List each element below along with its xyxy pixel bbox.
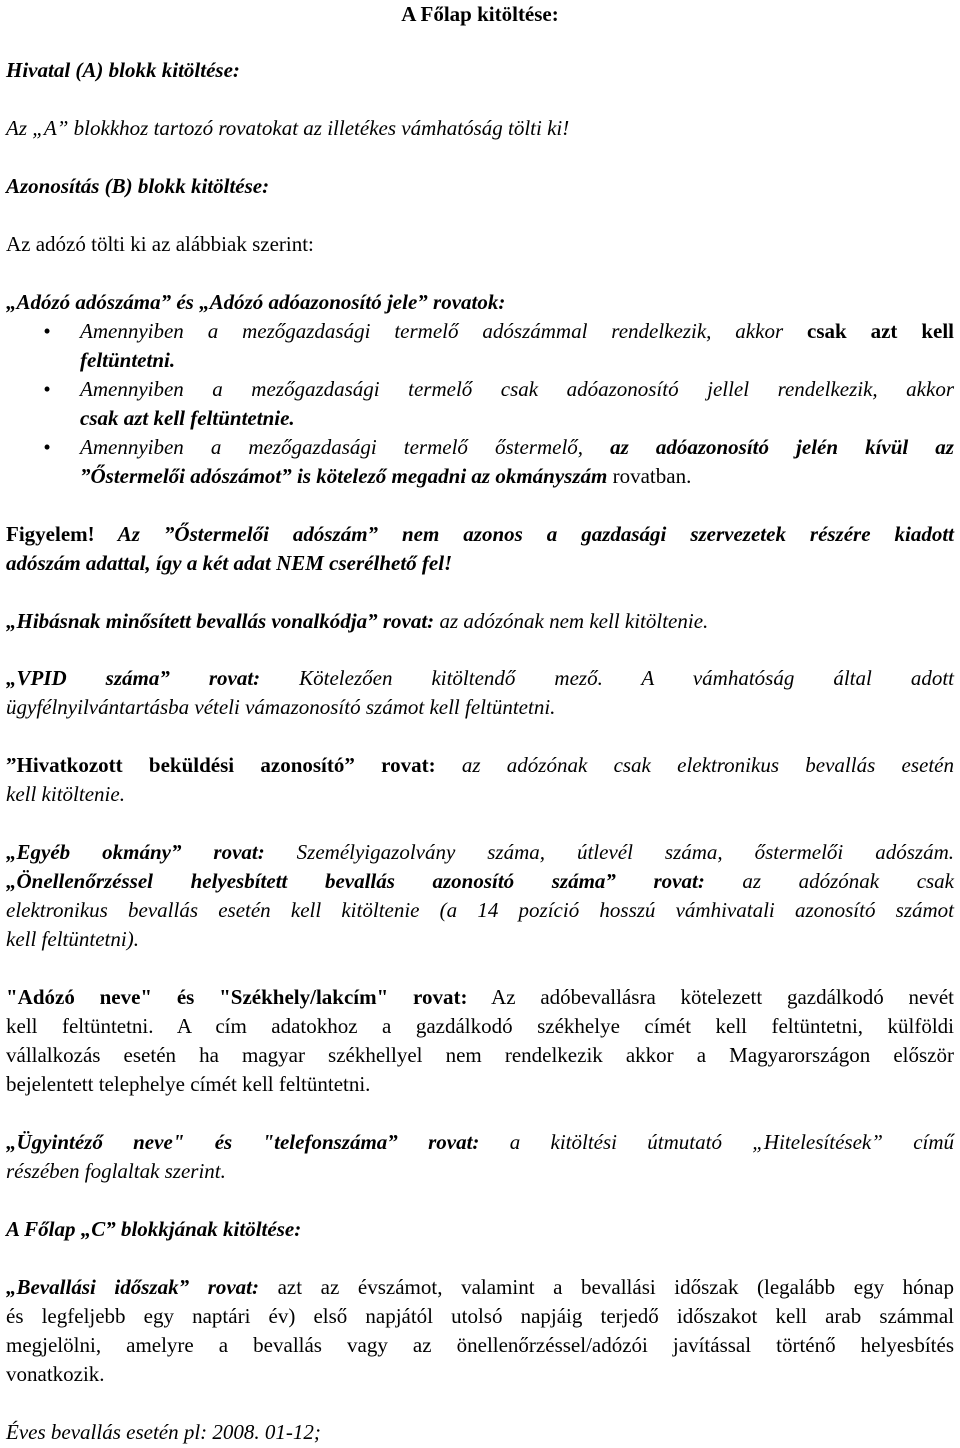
page-title: A Főlap kitöltése: — [401, 2, 559, 26]
vpid-line-1 — [6, 664, 954, 693]
onellenorzes-line-2: elektronikus bevallás esetén kell kitöltenie (a 14 pozíció hosszú vámhivatali azonosító számot — [6, 898, 954, 922]
bullet-1-line-2: feltüntetni. — [80, 348, 176, 372]
azonositas-intro: Az adózó tölti ki az alábbiak szerint: — [6, 232, 314, 256]
bullet-1-text: Amennyiben a mezőgazdasági termelő adószámmal rendelkezik, akkor — [80, 319, 808, 343]
hivatal-text: Az „A” blokkhoz tartozó rovatokat az illetékes vámhatóság tölti ki! — [6, 116, 570, 140]
bullet-icon: • — [43, 435, 51, 459]
adozo-neve-line-4: bejelentett telephelye címét kell feltüntetni. — [6, 1072, 371, 1096]
bevallasi-label: „Bevallási időszak” rovat: — [6, 1275, 260, 1299]
vpid-text: Kötelezően kitöltendő mező. A vámhatóság által adott — [260, 666, 954, 690]
figyelem-line-1 — [6, 520, 954, 549]
onellenorzes-line-3: kell feltüntetni). — [6, 927, 139, 951]
bullet-1-line-1 — [80, 317, 954, 346]
egyeb-label: „Egyéb okmány” rovat: — [6, 840, 265, 864]
bullet-3-line-2 — [80, 462, 954, 491]
adozo-neve-line-1 — [6, 983, 954, 1012]
adozo-neve-text: Az adóbevallásra kötelezett gazdálkodó nevét — [467, 985, 954, 1009]
hibasnak-label: „Hibásnak minősített bevallás vonalkódja” rovat: — [6, 609, 435, 633]
egyeb-text: Személyigazolvány száma, útlevél száma, őstermelői adószám. — [264, 840, 954, 864]
adozo-neve-label: "Adózó neve" és "Székhely/lakcím" rovat: — [6, 985, 468, 1009]
vpid-line-2: ügyfélnyilvántartásba vételi vámazonosító számot kell feltüntetni. — [6, 695, 556, 719]
ugyintezo-label: „Ügyintéző neve" és "telefonszáma” rovat: — [6, 1130, 480, 1154]
bullet-1-emphasis: csak azt kell — [807, 319, 954, 343]
figyelem-label: Figyelem! — [6, 522, 95, 546]
adozo-neve-line-3: vállalkozás esetén ha magyar székhellyel nem rendelkezik akkor a Magyarországon először — [6, 1043, 954, 1067]
bevallasi-line-4: vonatkozik. — [6, 1362, 105, 1386]
onellenorzes-label: „Önellenőrzéssel helyesbített bevallás azonosító száma” rovat: — [6, 869, 705, 893]
hivatkozott-line-2: kell kitöltenie. — [6, 782, 125, 806]
bullet-3-emphasis-2: ”Őstermelői adószámot” is kötelező megadni az okmányszám — [80, 464, 608, 488]
bullet-3-tail: rovatban. — [607, 464, 692, 488]
c-blokk-heading: A Főlap „C” blokkjának kitöltése: — [6, 1217, 302, 1241]
hivatkozott-text: az adózónak csak elektronikus bevallás esetén — [435, 753, 954, 777]
adozo-neve-line-2: kell feltüntetni. A cím adatokhoz a gazdálkodó székhelye címét kell feltüntetni, külföldi — [6, 1014, 954, 1038]
bevallasi-line-1 — [6, 1273, 954, 1302]
example-text: Éves bevallás esetén pl: 2008. 01-12; — [6, 1420, 321, 1444]
vpid-label: „VPID száma” rovat: — [6, 666, 261, 690]
onellenorzes-text: az adózónak csak — [704, 869, 955, 893]
bevallasi-text: azt az évszámot, valamint a bevallási időszak (legalább egy hónap — [259, 1275, 954, 1299]
ugyintezo-line-2: részében foglaltak szerint. — [6, 1159, 226, 1183]
onellenorzes-line-1 — [6, 867, 954, 896]
bevallasi-line-2: és legfeljebb egy naptári év) első napjától utolsó napjáig terjedő időszakot kell arab számmal — [6, 1304, 954, 1328]
ugyintezo-text: a kitöltési útmutató „Hitelesítések” című — [479, 1130, 955, 1154]
bullet-3-text: Amennyiben a mezőgazdasági termelő őstermelő, — [80, 435, 611, 459]
bullet-icon: • — [43, 319, 51, 343]
bullet-2-line-1: Amennyiben a mezőgazdasági termelő csak adóazonosító jellel rendelkezik, akkor — [80, 377, 954, 401]
adoszam-subheading: „Adózó adószáma” és „Adózó adóazonosító jele” rovatok: — [6, 290, 506, 314]
bevallasi-line-3: megjelölni, amelyre a bevallás vagy az önellenőrzéssel/adózói javítással történő helyesbítés — [6, 1333, 954, 1357]
hivatal-heading: Hivatal (A) blokk kitöltése: — [6, 58, 240, 82]
hibasnak-text: az adózónak nem kell kitöltenie. — [434, 609, 709, 633]
egyeb-paragraph — [6, 838, 954, 867]
bullet-2-line-2: csak azt kell feltüntetnie. — [80, 406, 295, 430]
ugyintezo-line-1 — [6, 1128, 954, 1157]
bullet-3-line-1 — [80, 433, 954, 462]
hibasnak-paragraph — [6, 607, 954, 636]
hivatkozott-label: ”Hivatkozott beküldési azonosító” rovat: — [6, 753, 436, 777]
bullet-3-emphasis: az adóazonosító jelén kívül az — [610, 435, 954, 459]
bullet-icon: • — [43, 377, 51, 401]
azonositas-heading: Azonosítás (B) blokk kitöltése: — [6, 174, 270, 198]
figyelem-line-2: adószám adattal, így a két adat NEM cserélhető fel! — [6, 551, 453, 575]
figyelem-text: Az ”Őstermelői adószám” nem azonos a gazdasági szervezetek részére kiadott — [94, 522, 954, 546]
hivatkozott-line-1 — [6, 751, 954, 780]
